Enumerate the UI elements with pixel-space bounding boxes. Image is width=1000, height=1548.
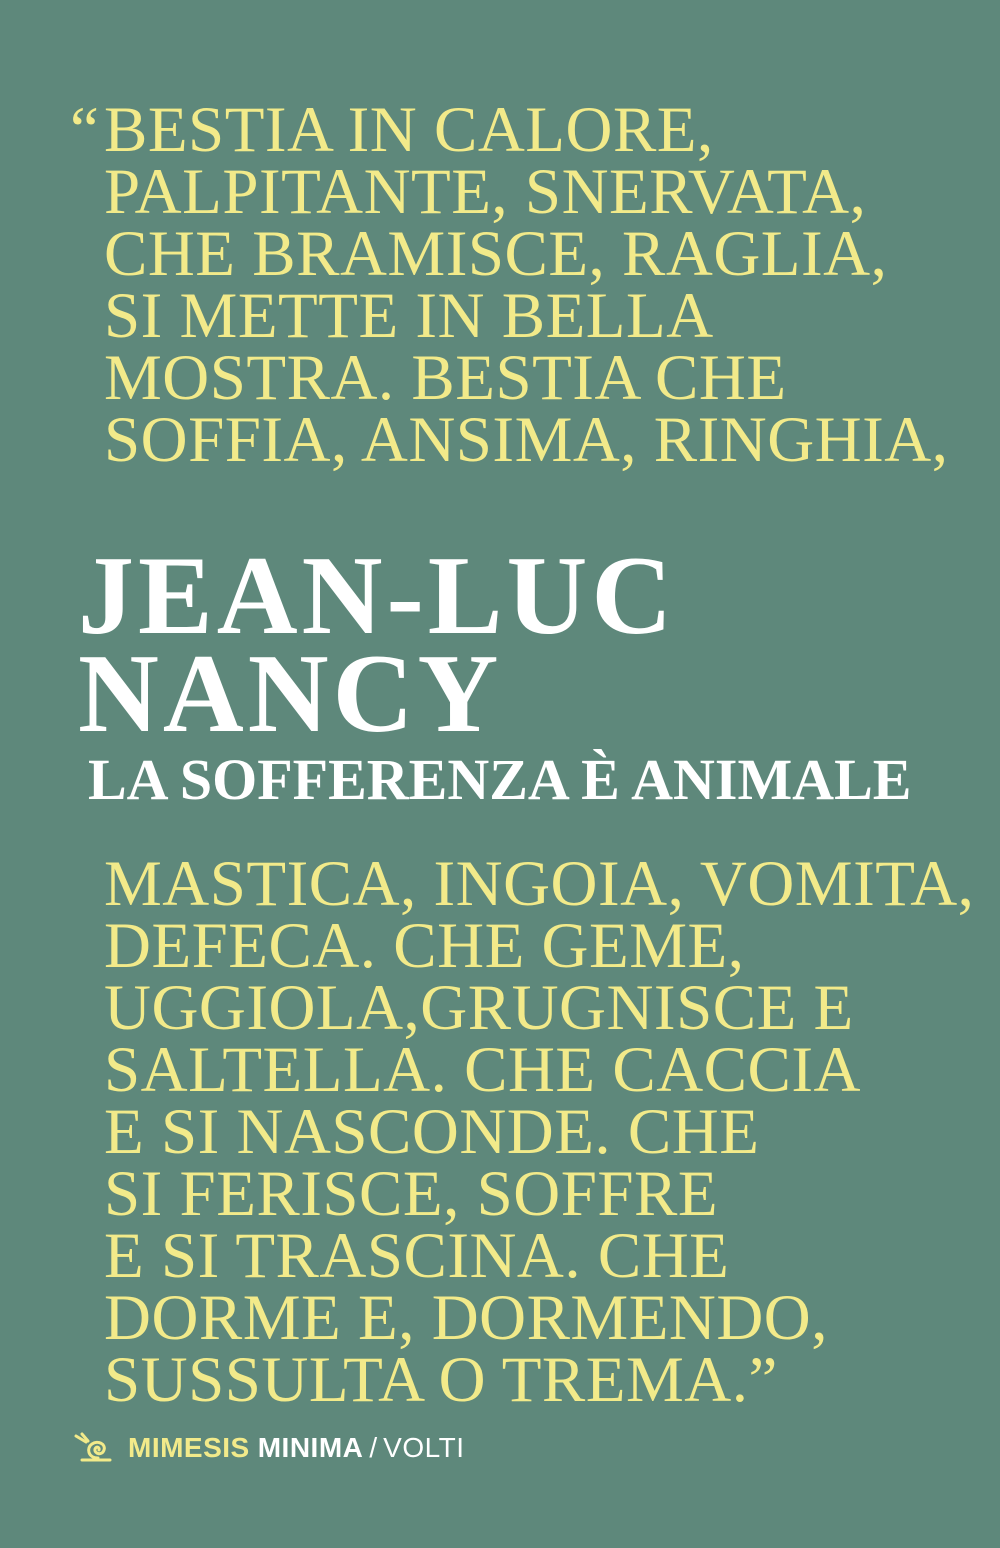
quote-line: DORME E, DORMENDO,: [104, 1282, 828, 1354]
quote-line: E SI TRASCINA. CHE: [104, 1220, 730, 1292]
series-separator: /: [369, 1432, 378, 1463]
publisher-imprint: [72, 1428, 465, 1468]
quote-line: PALPITANTE, SNERVATA,: [104, 156, 867, 228]
quote-line: DEFECA. CHE GEME,: [104, 910, 745, 982]
subseries-name: VOLTI: [383, 1432, 465, 1463]
author-first-name: JEAN-LUC: [78, 534, 677, 658]
quote-line: CHE BRAMISCE, RAGLIA,: [104, 218, 888, 290]
opening-quote-mark: “: [70, 94, 99, 166]
publisher-name: MIMESIS: [128, 1432, 250, 1463]
quote-line: E SI NASCONDE. CHE: [104, 1096, 760, 1168]
quote-line: SALTELLA. CHE CACCIA: [104, 1034, 861, 1106]
quote-line: SI METTE IN BELLA: [104, 280, 714, 352]
quote-line: UGGIOLA,GRUGNISCE E: [104, 972, 854, 1044]
quote-line: MASTICA, INGOIA, VOMITA,: [104, 848, 975, 920]
quote-line: MOSTRA. BESTIA CHE: [104, 342, 787, 414]
quote-line: SI FERISCE, SOFFRE: [104, 1158, 719, 1230]
series-name: MINIMA: [257, 1432, 364, 1463]
snail-spiral-icon: [72, 1430, 116, 1466]
quote-line: SUSSULTA O TREMA.”: [104, 1344, 778, 1416]
author-last-name: NANCY: [78, 632, 503, 756]
quote-line: BESTIA IN CALORE,: [104, 94, 714, 166]
quote-line: SOFFIA, ANSIMA, RINGHIA,: [104, 404, 949, 476]
book-title: LA SOFFERENZA È ANIMALE: [88, 747, 912, 812]
